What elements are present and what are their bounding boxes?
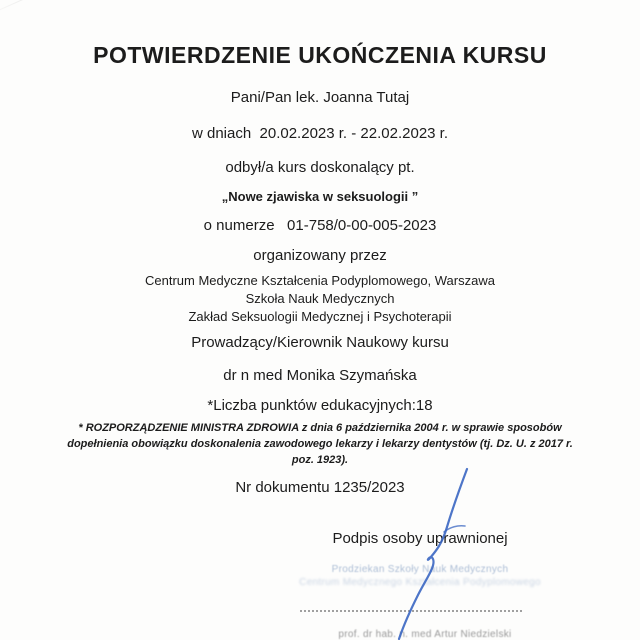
- course-number-line: o numerze 01-758/0-00-005-2023: [203, 217, 437, 234]
- course-intro-line: odbył/a kurs doskonalący pt.: [225, 159, 415, 176]
- course-title-line: „Nowe zjawiska w seksuologii ”: [221, 189, 419, 204]
- dates-line: w dniach 20.02.2023 r. - 22.02.2023 r.: [191, 125, 449, 142]
- page-title: POTWIERDZENIE UKOŃCZENIA KURSU: [93, 42, 547, 68]
- leader-heading-line: Prowadzący/Kierownik Naukowy kursu: [191, 334, 449, 351]
- organized-by-line: organizowany przez: [253, 247, 387, 264]
- education-points-line: *Liczba punktów edukacyjnych:18: [207, 397, 433, 414]
- stamp-text-line-2: Centrum Medycznego Kształcenia Podyplomowego: [299, 577, 541, 588]
- signature-dotted-line: [300, 610, 522, 612]
- recipient-line: Pani/Pan lek. Joanna Tutaj: [230, 89, 410, 106]
- document-number-line: Nr dokumentu 1235/2023: [235, 479, 405, 496]
- leader-name-line: dr n med Monika Szymańska: [223, 367, 417, 384]
- regulation-footnote: * ROZPORZĄDZENIE MINISTRA ZDROWIA z dnia 6 października 2004 r. w sprawie sposobów dopełnienia obowiązku doskonalenia zawodowego lekarzy i lekarzy dentystów (tj. Dz. U. z 2017 r. poz. 1923).: [67, 422, 576, 466]
- stamp-text-line-1: Prodziekan Szkoły Nauk Medycznych: [331, 564, 509, 575]
- organizer-line-1: Centrum Medyczne Kształcenia Podyplomowego, Warszawa: [145, 273, 495, 288]
- scan-crease-mark: [0, 0, 181, 19]
- organizer-line-3: Zakład Seksuologii Medycznej i Psychoterapii: [188, 309, 452, 324]
- signatory-name: prof. dr hab. n. med Artur Niedzielski: [338, 629, 512, 640]
- organizer-line-2: Szkoła Nauk Medycznych: [245, 291, 395, 306]
- signature-label: Podpis osoby uprawnionej: [332, 530, 508, 547]
